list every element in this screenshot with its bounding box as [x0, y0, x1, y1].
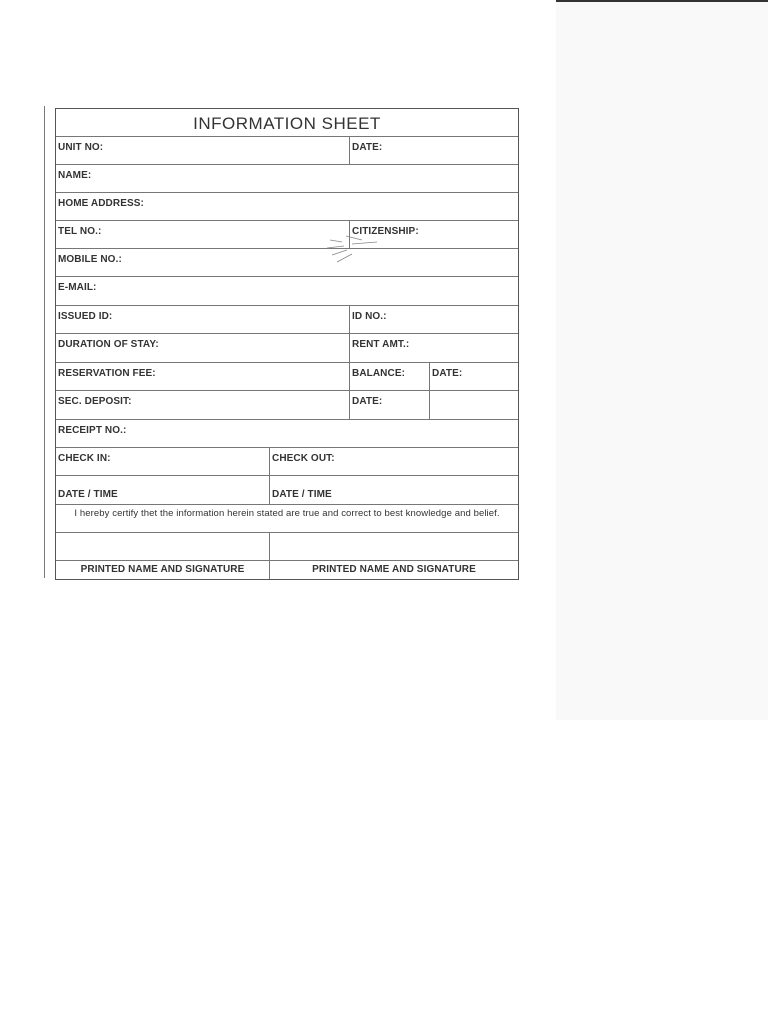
- scan-edge: [556, 0, 768, 2]
- mobile-row: [56, 249, 518, 277]
- email-field[interactable]: E-MAIL:: [58, 282, 97, 293]
- signature-left-space[interactable]: [56, 533, 269, 560]
- scan-background: [556, 0, 768, 720]
- citizenship-field[interactable]: CITIZENSHIP:: [349, 221, 518, 248]
- check-out-field[interactable]: CHECK OUT:: [269, 448, 518, 475]
- receipt-no-field[interactable]: RECEIPT NO.:: [58, 425, 127, 436]
- issued-id-row: [56, 306, 518, 334]
- email-row: [56, 277, 518, 306]
- home-address-row: [56, 193, 518, 221]
- signature-label-row: [56, 561, 518, 579]
- signature-left-label: PRINTED NAME AND SIGNATURE: [80, 564, 245, 575]
- issued-id-field[interactable]: ISSUED ID:: [58, 311, 113, 322]
- name-field[interactable]: NAME:: [58, 170, 92, 181]
- title-row: [56, 109, 518, 137]
- certification-row: [56, 505, 518, 533]
- balance-date-field[interactable]: DATE:: [429, 363, 518, 390]
- check-row: [56, 448, 518, 476]
- receipt-row: [56, 420, 518, 448]
- information-sheet-form: [55, 108, 519, 580]
- tel-row: [56, 221, 518, 249]
- signature-right-label: PRINTED NAME AND SIGNATURE: [269, 561, 518, 579]
- name-row: [56, 165, 518, 193]
- form-title: INFORMATION SHEET: [193, 113, 381, 133]
- date-time-row: [56, 476, 518, 505]
- check-in-date-time-field[interactable]: DATE / TIME: [58, 489, 118, 500]
- balance-field[interactable]: BALANCE:: [349, 363, 429, 390]
- certification-text: I hereby certify thet the information herein stated are true and correct to best knowledge and belief.: [74, 508, 500, 519]
- check-out-date-time-field[interactable]: DATE / TIME: [269, 476, 518, 504]
- reservation-row: [56, 363, 518, 391]
- deposit-extra-field[interactable]: [429, 391, 518, 419]
- tel-no-field[interactable]: TEL NO.:: [58, 226, 102, 237]
- unit-no-field[interactable]: UNIT NO:: [58, 142, 104, 153]
- date-field[interactable]: DATE:: [349, 137, 518, 164]
- duration-row: [56, 334, 518, 363]
- mobile-no-field[interactable]: MOBILE NO.:: [58, 254, 122, 265]
- sec-deposit-row: [56, 391, 518, 420]
- deposit-date-field[interactable]: DATE:: [349, 391, 429, 419]
- signature-right-space[interactable]: [269, 533, 518, 560]
- signature-space-row: [56, 533, 518, 561]
- scan-margin-line: [44, 106, 45, 578]
- sec-deposit-field[interactable]: SEC. DEPOSIT:: [58, 396, 132, 407]
- rent-amt-field[interactable]: RENT AMT.:: [349, 334, 518, 362]
- unit-row: [56, 137, 518, 165]
- reservation-fee-field[interactable]: RESERVATION FEE:: [58, 368, 156, 379]
- id-no-field[interactable]: ID NO.:: [349, 306, 518, 333]
- check-in-field[interactable]: CHECK IN:: [58, 453, 111, 464]
- home-address-field[interactable]: HOME ADDRESS:: [58, 198, 144, 209]
- duration-of-stay-field[interactable]: DURATION OF STAY:: [58, 339, 159, 350]
